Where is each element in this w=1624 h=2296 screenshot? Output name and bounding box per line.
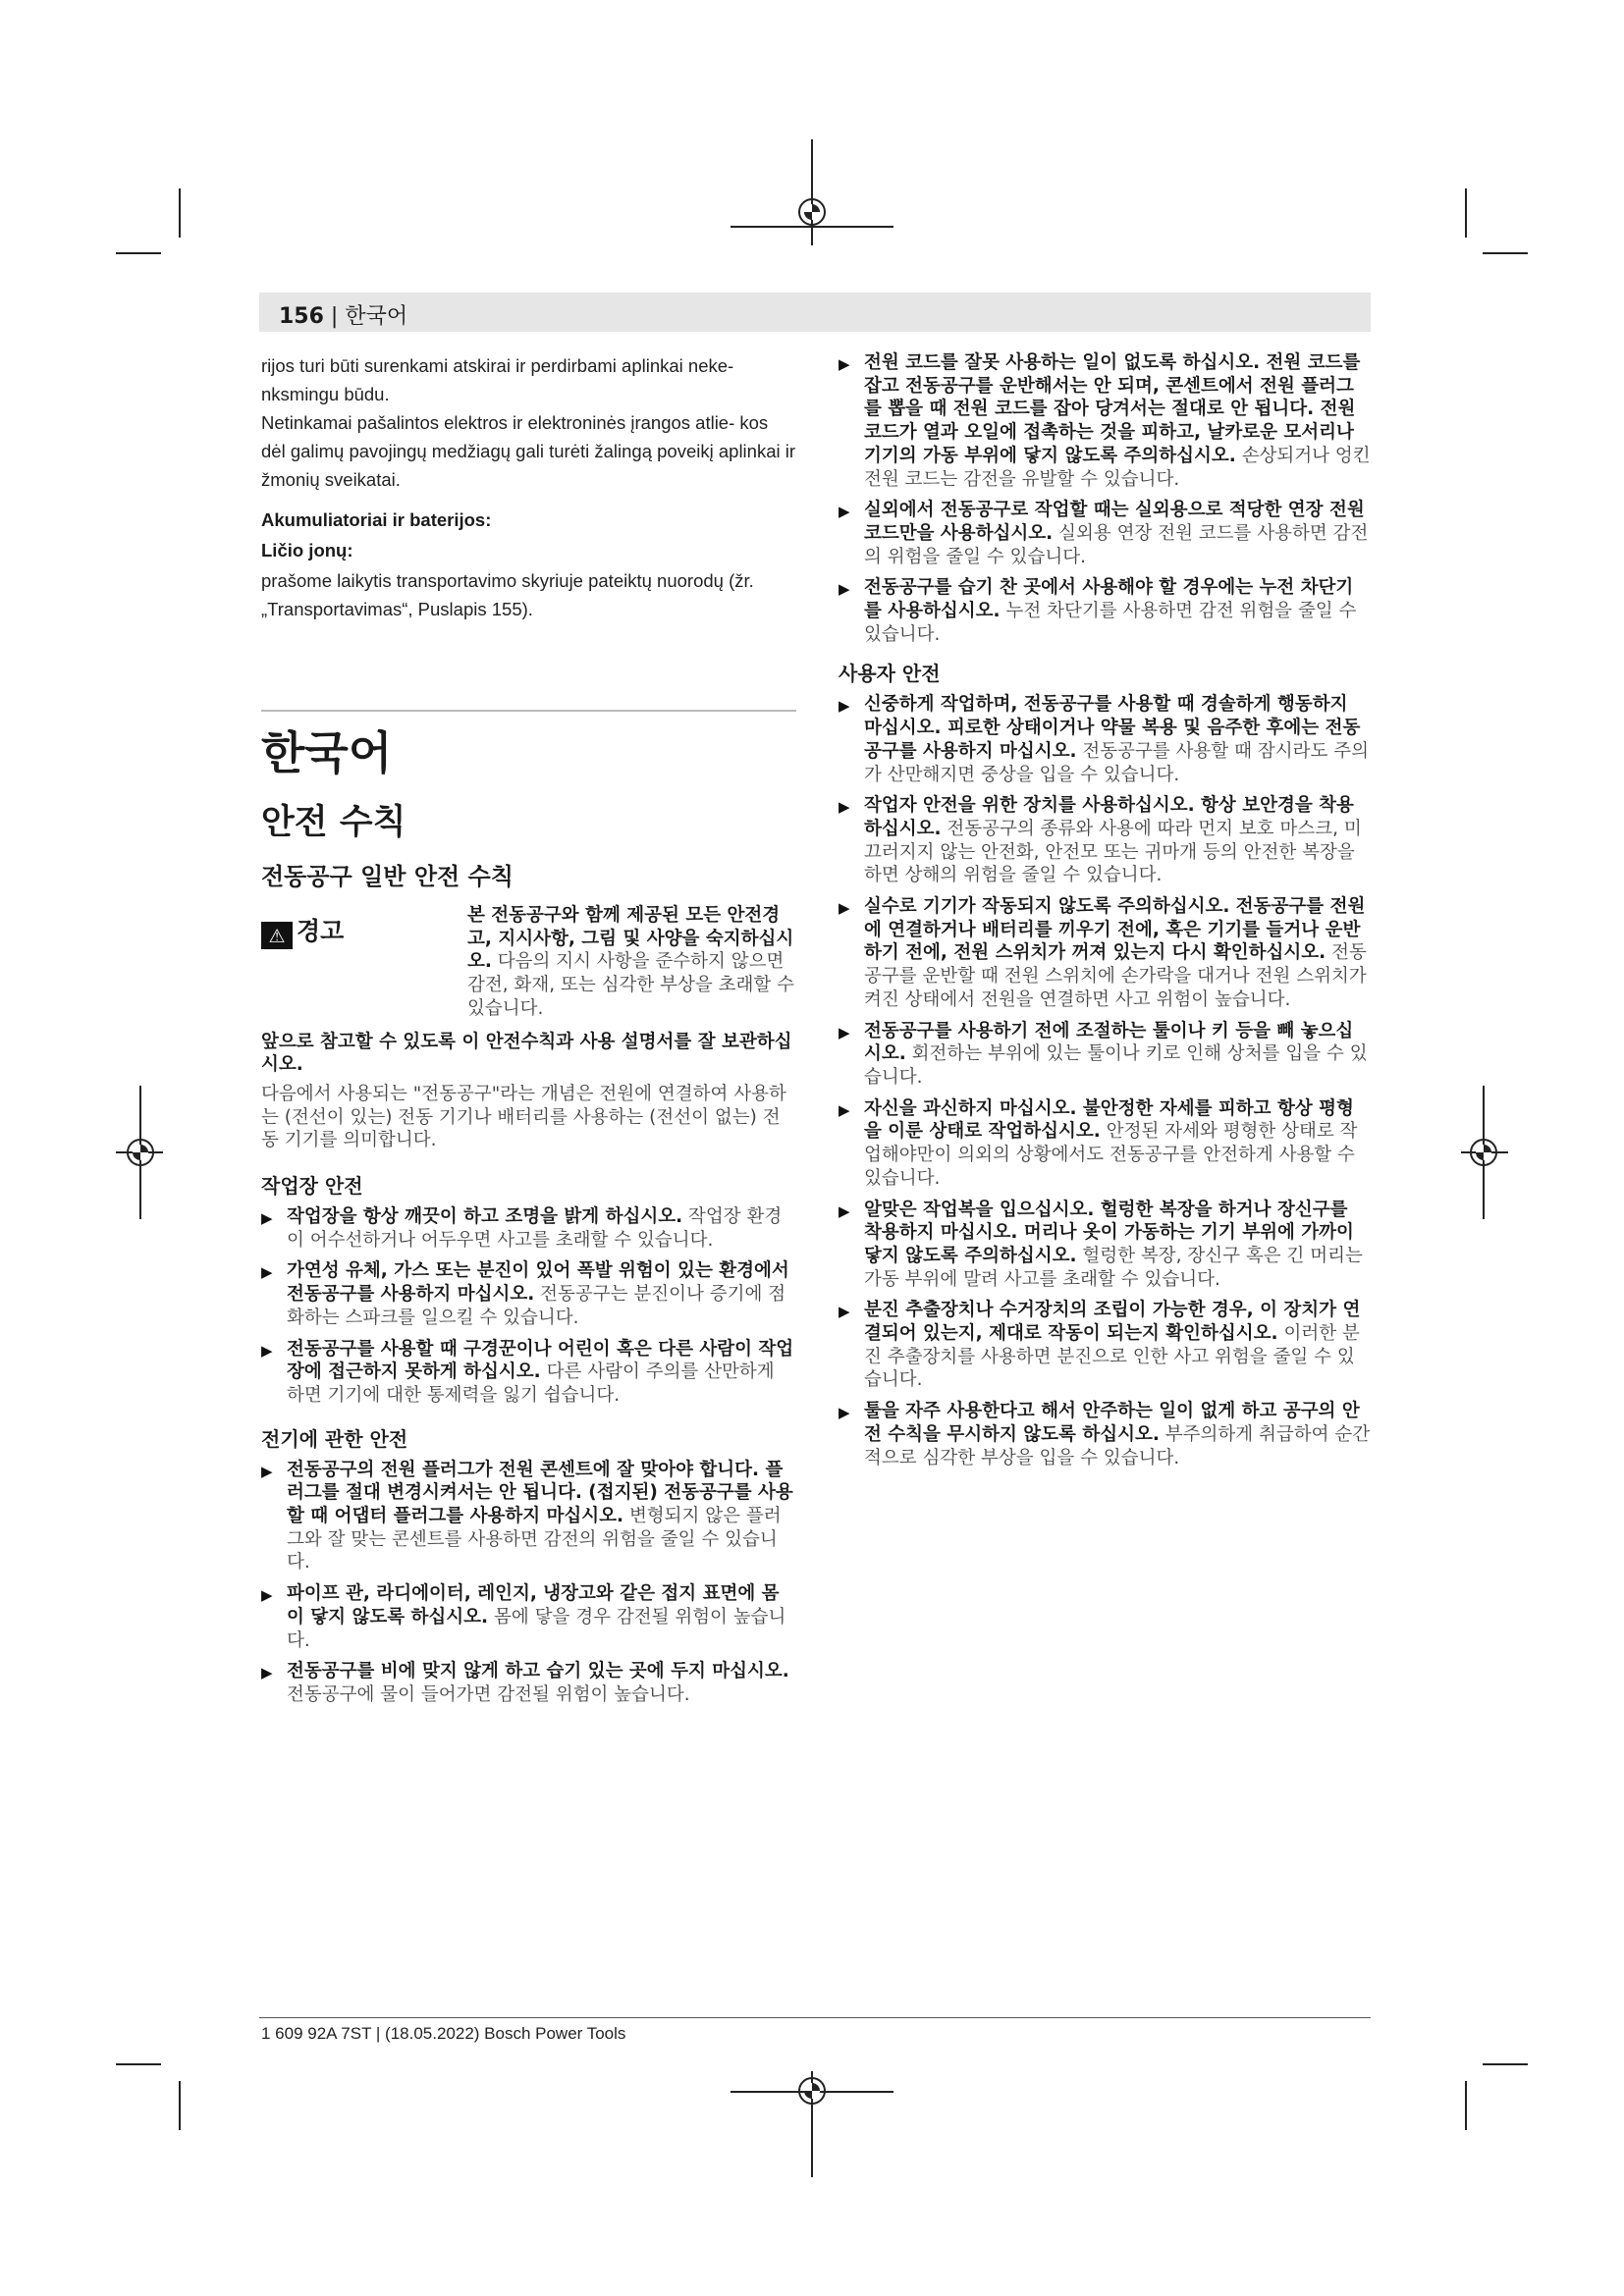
left-column bbox=[261, 351, 796, 1707]
registration-line bbox=[731, 226, 893, 228]
warning-icon: ⚠ bbox=[261, 922, 293, 949]
list-item: ▶ 전원 코드를 잘못 사용하는 일이 없도록 하십시오. 전원 코드를 잡고 전동공구를 운반해서는 안 되며, 콘센트에서 전원 플러그를 뽑을 때 전원 코드를 잡아 당겨서는 절대로 안 됩니다. 전원 코드가 열과 오일에 접촉하는 것을 피하고, 날카로운 모서리나 기기의 가동 부위에 닿지 않도록 주의하십시오. 손상되거나 엉킨 전원 코드는 감전을 유발할 수 있습니다. bbox=[839, 351, 1371, 491]
warning-label: ⚠ 경고 bbox=[261, 912, 344, 949]
keep-instructions: 앞으로 참고할 수 있도록 이 안전수칙과 사용 설명서를 잘 보관하십시오. bbox=[261, 1031, 792, 1076]
personal-safety-list bbox=[839, 693, 1371, 1469]
crop-mark bbox=[116, 252, 161, 254]
list-item: ▶ 파이프 관, 라디에이터, 레인지, 냉장고와 같은 접지 표면에 몸이 닿지 않도록 하십시오. 몸에 닿을 경우 감전될 위험이 높습니다. bbox=[261, 1582, 796, 1652]
previous-text: rijos turi būti surenkami atskirai ir perdirbami aplinkai neke- nksmingu būdu. bbox=[261, 355, 734, 404]
footer-divider bbox=[259, 2017, 1371, 2018]
list-item: ▶ 가연성 유체, 가스 또는 분진이 있어 폭발 위험이 있는 환경에서 전동공구를 사용하지 마십시오. 전동공구는 분진이나 증기에 점화하는 스파크를 일으킬 수 있습니다. bbox=[261, 1259, 796, 1329]
header-language: 한국어 bbox=[345, 304, 408, 329]
list-item: ▶ 전동공구를 사용할 때 구경꾼이나 어린이 혹은 다른 사람이 작업장에 접근하지 못하게 하십시오. 다른 사람이 주의를 산만하게 하면 기기에 대한 통제력을 잃기 쉽습니다. bbox=[261, 1338, 796, 1408]
page-number: 156 bbox=[279, 304, 324, 329]
list-item: ▶ 알맞은 작업복을 입으십시오. 헐렁한 복장을 하거나 장신구를 착용하지 마십시오. 머리나 옷이 가동하는 기기 부위에 가까이 닿지 않도록 주의하십시오. 헐렁한 복장, 장신구 혹은 긴 머리는 가동 부위에 말려 사고를 초래할 수 있습니다. bbox=[839, 1199, 1371, 1292]
language-title: 한국어 bbox=[261, 726, 393, 779]
electrical-list-continued bbox=[839, 351, 1371, 646]
list-item: ▶ 툴을 자주 사용한다고 해서 안주하는 일이 없게 하고 공구의 안전 수칙을 무시하지 않도록 하십시오. 부주의하게 취급하여 순간적으로 심각한 부상을 입을 수 있습니다. bbox=[839, 1400, 1371, 1469]
crop-mark bbox=[1465, 188, 1467, 238]
electrical-list bbox=[261, 1459, 796, 1707]
page-header bbox=[279, 299, 407, 330]
list-item: ▶ 전동공구를 사용하기 전에 조절하는 툴이나 키 등을 빼 놓으십시오. 회전하는 부위에 있는 툴이나 키로 인해 상처를 입을 수 있습니다. bbox=[839, 1020, 1371, 1090]
list-item: ▶ 작업장을 항상 깨끗이 하고 조명을 밝게 하십시오. 작업장 환경이 어수선하거나 어두우면 사고를 초래할 수 있습니다. bbox=[261, 1205, 796, 1252]
warning-text: 본 전동공구와 함께 제공된 모든 안전경고, 지시사항, 그림 및 사양을 숙지하십시오. 다음의 지시 사항을 준수하지 않으면 감전, 화재, 또는 심각한 부상을 초래할 수 있습니다. bbox=[467, 905, 794, 1019]
crop-mark bbox=[1465, 2081, 1467, 2130]
list-item: ▶ 분진 추출장치나 수거장치의 조립이 가능한 경우, 이 장치가 연결되어 있는지, 제대로 작동이 되는지 확인하십시오. 이러한 분진 추출장치를 사용하면 분진으로 인한 사고 위험을 줄일 수 있습니다. bbox=[839, 1299, 1371, 1392]
list-item: ▶ 전동공구를 비에 맞지 않게 하고 습기 있는 곳에 두지 마십시오. 전동공구에 물이 들어가면 감전될 위험이 높습니다. bbox=[261, 1660, 796, 1706]
list-item: ▶ 전동공구의 전원 플러그가 전원 콘센트에 잘 맞아야 합니다. 플러그를 절대 변경시켜서는 안 됩니다. (접지된) 전동공구를 사용할 때 어댑터 플러그를 사용하지 마십시오. 변형되지 않은 플러그와 잘 맞는 콘센트를 사용하면 감전의 위험을 줄일 수 있습니다. bbox=[261, 1459, 796, 1575]
crop-mark bbox=[1483, 2063, 1528, 2065]
definition-text: 다음에서 사용되는 "전동공구"라는 개념은 전원에 연결하여 사용하는 (전선이 있는) 전동 기기나 배터리를 사용하는 (전선이 없는) 전동 기기를 의미합니다. bbox=[261, 1083, 786, 1151]
warning-block bbox=[261, 904, 796, 953]
page-footer: 1 609 92A 7ST | (18.05.2022) Bosch Power Tools bbox=[261, 2024, 626, 2043]
right-column bbox=[839, 351, 1371, 1469]
safety-title: 안전 수칙 bbox=[261, 803, 406, 842]
crop-mark bbox=[1483, 252, 1528, 254]
list-item: ▶ 전동공구를 습기 찬 곳에서 사용해야 할 경우에는 누전 차단기를 사용하십시오. 누전 차단기를 사용하면 감전 위험을 줄일 수 있습니다. bbox=[839, 576, 1371, 646]
registration-mark-icon bbox=[127, 1139, 154, 1166]
crop-mark bbox=[179, 188, 181, 238]
previous-text: Netinkamai pašalintos elektros ir elektroninės įrangos atlie- kos dėl galimų pavojingų medžiagų gali turėti žalingą poveikį aplinkai ir žmonių sveikatai. bbox=[261, 412, 796, 490]
crop-mark bbox=[179, 2081, 181, 2130]
registration-mark-icon bbox=[798, 2077, 826, 2105]
personal-safety-heading: 사용자 안전 bbox=[839, 662, 941, 686]
lithium-heading: Ličio jonų: bbox=[261, 540, 353, 561]
lithium-text: prašome laikytis transportavimo skyriuje pateiktų nuorodų (žr. „Transportavimas“, Puslapis 155). bbox=[261, 570, 754, 619]
section-divider bbox=[261, 710, 796, 712]
page-header-bar bbox=[259, 293, 1371, 332]
header-separator: | bbox=[323, 304, 346, 329]
list-item: ▶ 신중하게 작업하며, 전동공구를 사용할 때 경솔하게 행동하지 마십시오. 피로한 상태이거나 약물 복용 및 음주한 후에는 전동공구를 사용하지 마십시오. 전동공구를 사용할 때 잠시라도 주의가 산만해지면 중상을 입을 수 있습니다. bbox=[839, 693, 1371, 786]
registration-mark-icon bbox=[798, 198, 826, 226]
list-item: ▶ 작업자 안전을 위한 장치를 사용하십시오. 항상 보안경을 착용하십시오. 전동공구의 종류와 사용에 따라 먼지 보호 마스크, 미끄러지지 않는 안전화, 안전모 또는 귀마개 등의 안전한 복장을 하면 상해의 위험을 줄일 수 있습니다. bbox=[839, 794, 1371, 887]
list-item: ▶ 실외에서 전동공구로 작업할 때는 실외용으로 적당한 연장 전원 코드만을 사용하십시오. 실외용 연장 전원 코드를 사용하면 감전의 위험을 줄일 수 있습니다. bbox=[839, 499, 1371, 568]
electrical-heading: 전기에 관한 안전 bbox=[261, 1426, 408, 1451]
work-area-heading: 작업장 안전 bbox=[261, 1174, 363, 1199]
registration-mark-icon bbox=[1470, 1139, 1497, 1166]
crop-mark bbox=[116, 2063, 161, 2065]
battery-heading: Akumuliatoriai ir baterijos: bbox=[261, 509, 492, 530]
registration-line bbox=[811, 139, 813, 245]
list-item: ▶ 실수로 기기가 작동되지 않도록 주의하십시오. 전동공구를 전원에 연결하거나 배터리를 끼우기 전에, 혹은 기기를 들거나 운반하기 전에, 전원 스위치가 꺼져 있는지 다시 확인하십시오. 전동공구를 운반할 때 전원 스위치에 손가락을 대거나 전원 스위치가 켜진 상태에서 전원을 연결하면 사고 위험이 높습니다. bbox=[839, 895, 1371, 1012]
general-safety-title: 전동공구 일반 안전 수칙 bbox=[261, 863, 514, 890]
list-item: ▶ 자신을 과신하지 마십시오. 불안정한 자세를 피하고 항상 평형을 이룬 상태로 작업하십시오. 안정된 자세와 평형한 상태로 작업해야만이 의외의 상황에서도 전동공구를 안전하게 사용할 수 있습니다. bbox=[839, 1097, 1371, 1191]
work-area-list bbox=[261, 1205, 796, 1408]
